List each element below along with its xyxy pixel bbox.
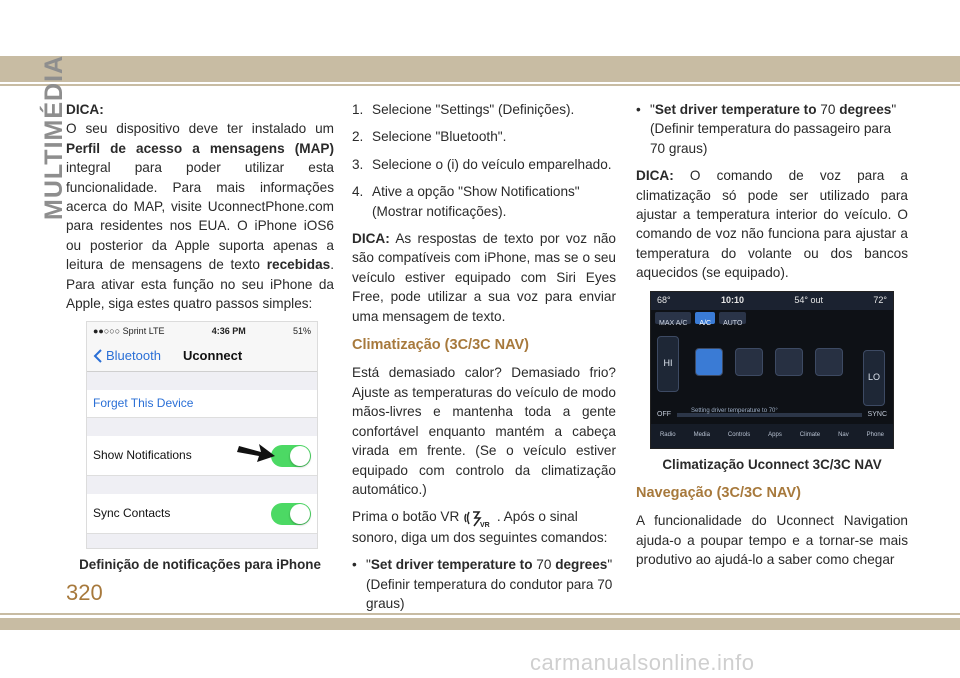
command-bold: degrees xyxy=(839,102,892,117)
vr-text: . Após o sinal sonoro, diga um dos seguintes comandos: xyxy=(352,509,608,545)
uconnect-outside-temp: 54° out xyxy=(794,294,823,305)
phone-status-bar xyxy=(87,322,317,340)
uconnect-nav-item[interactable]: Radio xyxy=(659,431,676,438)
watermark: carmanualsonline.info xyxy=(530,650,755,675)
tip-paragraph xyxy=(352,229,616,326)
uconnect-lo-button[interactable]: LO xyxy=(863,350,885,406)
uconnect-hi-button[interactable]: HI xyxy=(657,336,679,392)
uconnect-bottom-nav xyxy=(651,424,893,448)
show-notifications-toggle[interactable] xyxy=(271,445,311,467)
command-translation: " (Definir temperatura do condutor para 70 graus) xyxy=(366,557,613,611)
command-bold: Set driver temperature to xyxy=(654,102,817,117)
uconnect-temp-left: 68° xyxy=(657,294,671,305)
chevron-left-icon xyxy=(93,349,102,363)
phone-back-label: Bluetooth xyxy=(106,348,161,364)
uconnect-sync-button[interactable]: SYNC xyxy=(867,410,887,418)
uconnect-off-button[interactable]: OFF xyxy=(657,410,671,418)
uconnect-time: 10:10 xyxy=(720,294,745,305)
uconnect-nav-item[interactable]: Phone xyxy=(866,431,885,438)
step-item xyxy=(352,127,616,146)
header-band xyxy=(0,56,960,82)
section-heading-navigation: Navegação (3C/3C NAV) xyxy=(636,485,801,502)
phone-sync-contacts-row[interactable] xyxy=(87,494,317,534)
pointer-arrow-icon xyxy=(237,440,277,466)
step-number: 1. xyxy=(352,102,364,117)
voice-recognition-icon xyxy=(463,508,493,528)
column-middle xyxy=(352,100,616,621)
vr-paragraph xyxy=(352,507,616,547)
footer-rule xyxy=(0,613,960,615)
phone-nav-title: Uconnect xyxy=(182,348,243,364)
tip-paragraph xyxy=(636,166,908,282)
footer-band xyxy=(0,618,960,630)
uconnect-fan-mode-icon[interactable] xyxy=(775,348,803,376)
phone-time: 4:36 PM xyxy=(211,325,246,336)
command-bullet: • "Set driver temperature to 70 degrees" (Definir temperatura do passageiro para 70 graus) xyxy=(636,102,897,156)
uconnect-fan-mode-icon[interactable] xyxy=(735,348,763,376)
uconnect-nav-item[interactable]: Nav xyxy=(838,431,849,438)
tip-label: DICA: xyxy=(352,231,390,247)
command-bold: degrees xyxy=(555,557,608,573)
quote: " xyxy=(366,557,371,573)
step-number: 4. xyxy=(352,184,364,200)
step-item xyxy=(352,100,616,119)
tip-bold-received: recebidas xyxy=(266,257,331,273)
sync-contacts-toggle[interactable] xyxy=(271,503,311,525)
iphone-screenshot xyxy=(86,321,318,549)
uconnect-nav-item[interactable]: Climate xyxy=(799,431,821,438)
column-right xyxy=(636,100,908,578)
phone-forget-label: Forget This Device xyxy=(93,396,194,411)
uconnect-ac-button[interactable]: A/C xyxy=(695,312,715,324)
command-number: 70 xyxy=(816,102,840,117)
uconnect-mode-row xyxy=(651,310,893,326)
svg-text:VR: VR xyxy=(480,521,490,528)
navigation-paragraph: A funcionalidade do Uconnect Navigation ajuda-o a poupar tempo e a tornar-se mais produtivo ao ajudá-lo a saber como chegar xyxy=(636,513,908,568)
tip-text: O comando de voz para a climatização só pode ser utilizado para ajustar a temperatura interior do veículo. O comando de voz não funciona para ajustar a temperatura do volante ou dos bancos aquecidos (se equipado). xyxy=(636,168,908,281)
step-item xyxy=(352,155,616,174)
uconnect-max-ac-button[interactable]: MAX A/C xyxy=(655,312,691,324)
uconnect-controls xyxy=(651,330,893,410)
uconnect-nav-item[interactable]: Media xyxy=(693,431,710,438)
phone-battery: 51% xyxy=(292,325,311,336)
climate-paragraph: Está demasiado calor? Demasiado frio? Ajuste as temperaturas do veículo de modo mãos-livres e mantenha toda a gente confortável enquanto mantém a cabeça virada em frente. (Se o veículo estiver equipado com controlo da climatização automático.) xyxy=(352,365,616,497)
figure-caption-iphone: Definição de notificações para iPhone xyxy=(79,557,321,573)
phone-back-button[interactable] xyxy=(93,346,161,365)
tip-bold-map: Perfil de acesso a mensagens (MAP) xyxy=(66,140,334,156)
step-text: Selecione "Settings" (Definições). xyxy=(372,102,575,117)
uconnect-status-bar xyxy=(651,292,893,310)
phone-show-notifications-row[interactable] xyxy=(87,436,317,476)
quote: " xyxy=(650,102,655,117)
tip-text: . Para ativar esta função no seu iPhone da Apple, siga estes quatro passos simples: xyxy=(66,257,334,312)
uconnect-temp-right: 72° xyxy=(873,294,887,305)
command-number: 70 xyxy=(532,557,556,573)
step-text: Selecione "Bluetooth". xyxy=(372,129,507,145)
header-rule xyxy=(0,84,960,86)
figure-caption-uconnect: Climatização Uconnect 3C/3C NAV xyxy=(662,456,882,472)
section-side-label xyxy=(10,54,68,240)
column-left xyxy=(66,100,334,575)
section-label-text: MULTIMÉDIA xyxy=(40,54,68,220)
tip-text: O seu dispositivo deve ter instalado um xyxy=(66,121,334,137)
command-bold: Set driver temperature to xyxy=(370,557,533,573)
uconnect-status-message: Setting driver temperature to 70° xyxy=(691,408,778,415)
step-text: Selecione o (i) do veículo emparelhado. xyxy=(372,156,612,172)
step-item xyxy=(352,182,616,221)
uconnect-climate-screenshot xyxy=(650,291,894,449)
phone-show-notifications-label: Show Notifications xyxy=(93,448,192,463)
uconnect-nav-item[interactable]: Apps xyxy=(768,431,782,438)
uconnect-nav-item[interactable]: Controls xyxy=(727,431,751,438)
uconnect-fan-mode-icon[interactable] xyxy=(695,348,723,376)
section-heading-climate: Climatização (3C/3C NAV) xyxy=(352,337,529,354)
phone-carrier: ●●○○○ Sprint LTE xyxy=(93,325,165,336)
tip-label: DICA: xyxy=(636,168,674,184)
tip-text: integral para poder utilizar esta funcionalidade. Para mais informações acerca do MAP, visite UconnectPhone.com para residentes nos EUA. O iPhone iOS6 ou posterior da Apple suporta apenas a leitura de mensagens de texto xyxy=(66,160,334,273)
tip-text: As respostas de texto por voz não são compatíveis com iPhone, mas se o seu veículo estiver equipado com Siri Eyes Free, pode utilizar a sua voz para enviar uma mensagem de texto. xyxy=(352,231,616,324)
vr-text: Prima o botão VR xyxy=(352,509,464,525)
step-number: 2. xyxy=(352,129,364,145)
uconnect-auto-button[interactable]: AUTO xyxy=(719,312,746,324)
tip-label: DICA: xyxy=(66,102,104,117)
phone-forget-device[interactable] xyxy=(87,390,317,418)
phone-nav-bar xyxy=(87,340,317,372)
tip-paragraph xyxy=(66,119,334,313)
page-number: 320 xyxy=(66,580,103,605)
uconnect-fan-mode-icon[interactable] xyxy=(815,348,843,376)
command-bullet: • "Set driver temperature to 70 degrees" (Definir temperatura do condutor para 70 graus) xyxy=(352,557,613,611)
step-number: 3. xyxy=(352,156,364,172)
phone-sync-contacts-label: Sync Contacts xyxy=(93,506,171,521)
command-translation: " (Definir temperatura do passageiro para 70 graus) xyxy=(650,102,897,156)
step-text: Ative a opção "Show Notifications" (Mostrar notificações). xyxy=(372,184,580,219)
